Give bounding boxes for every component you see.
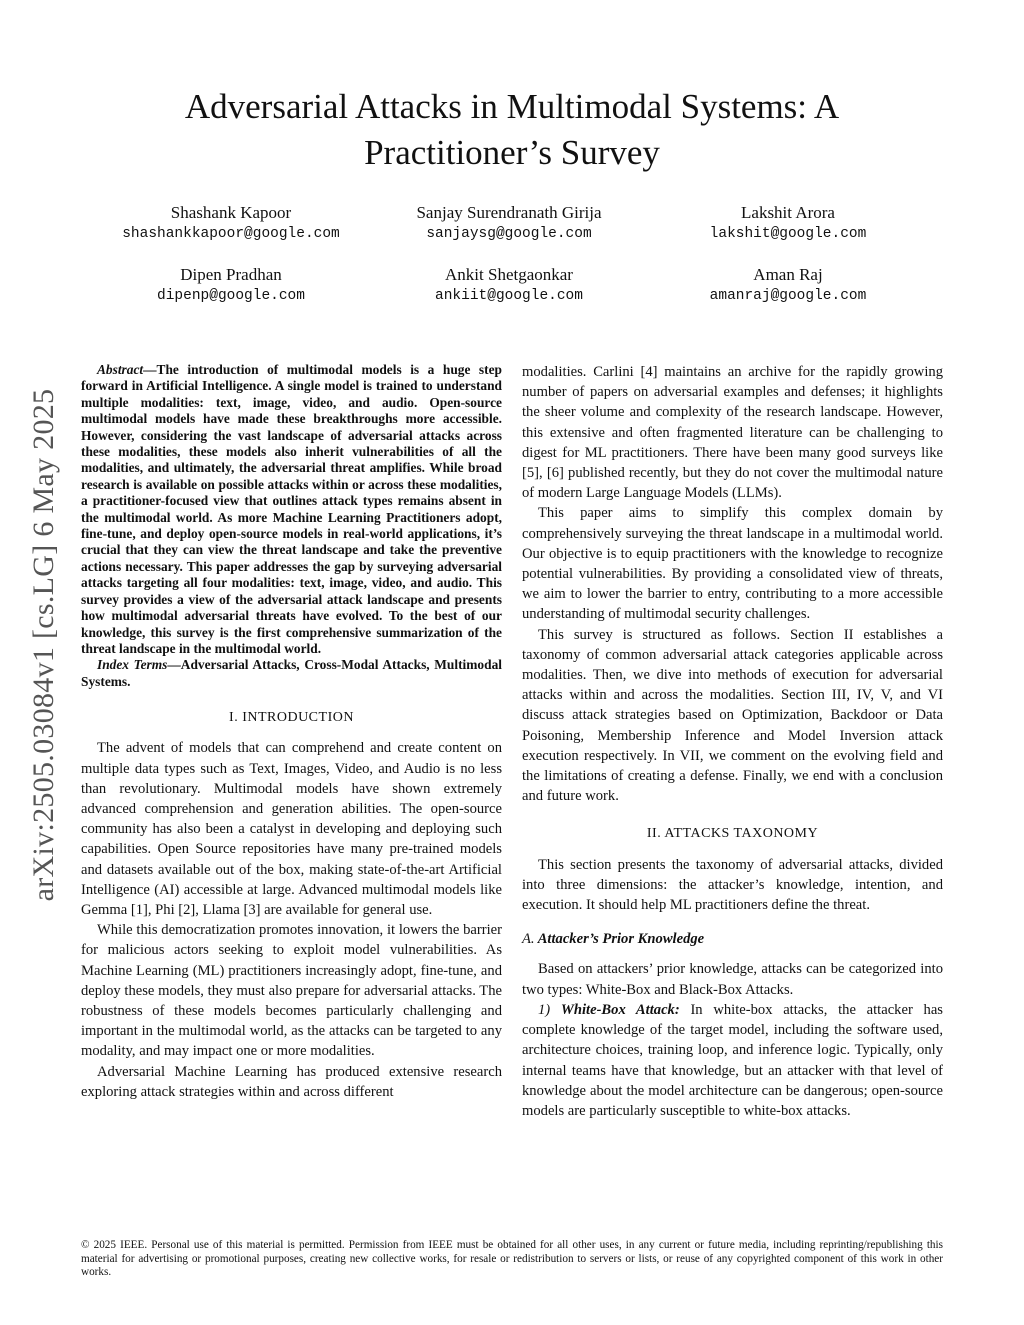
author-block — [638, 264, 938, 306]
index-terms — [81, 657, 502, 690]
abstract — [81, 362, 502, 657]
paragraph: This survey is structured as follows. Section II establishes a taxonomy of common adversarial attack categories applicable across modalities. Then, we dive into methods of execution for adversarial attacks within and across the modalities. Section III, IV, V, and VI discuss attack strategies based on Optimization, Backdoor or Data Poisoning, Membership Inference and Model Inversion attack execution respectively. In VII, we comment on the evolving field and the limitations of creating a defense. Finally, we end with a conclusion and future work. — [522, 626, 943, 805]
author-email: lakshit@google.com — [709, 226, 867, 242]
author-name: Aman Raj — [753, 265, 823, 284]
item-text: In white-box attacks, the attacker has complete knowledge of the target model, including the software used, architecture choices, training loop, and inference logic. Typically, only internal teams have that knowledge, but an attacker with that level of knowledge about the model architecture can be dangerous; open-source models are particularly susceptible to white-box attacks. — [522, 1001, 943, 1119]
right-column — [522, 362, 943, 1121]
author-block — [81, 202, 381, 244]
author-name: Sanjay Surendranath Girija — [416, 203, 602, 222]
item-number: 1) — [538, 1001, 551, 1018]
paragraph: Adversarial Machine Learning has produced extensive research exploring attack strategies within and across different — [81, 1063, 502, 1100]
index-terms-text: —Adversarial Attacks, Cross-Modal Attacks, Multimodal Systems. — [81, 657, 502, 689]
author-block — [81, 264, 381, 306]
subsection-heading — [522, 929, 943, 949]
paragraph: Based on attackers’ prior knowledge, attacks can be categorized into two types: White-Box and Black-Box Attacks. — [522, 961, 943, 998]
author-email: ankiit@google.com — [435, 288, 583, 304]
paragraph: While this democratization promotes innovation, it lowers the barrier for malicious actors seeking to exploit model vulnerabilities. As Machine Learning (ML) practitioners increasingly adopt, fine-tune, and deploy these models, they must also prepare for adversarial attacks. The robustness of these models becomes particularly challenging and important in the multimodal world, as the attacks can be targeted to any modality, and may impact one or more modalities. — [81, 922, 502, 1060]
author-name: Shashank Kapoor — [170, 203, 292, 222]
paper-title: Adversarial Attacks in Multimodal Systems: A Practitioner’s Survey — [184, 87, 840, 172]
author-block — [359, 202, 659, 244]
author-block — [638, 202, 938, 244]
arxiv-stamp-text: arXiv:2505.03084v1 [cs.LG] 6 May 2025 — [27, 388, 60, 902]
item-title: White-Box Attack: — [560, 1001, 680, 1018]
paragraph: This paper aims to simplify this complex domain by comprehensively surveying the threat landscape in a multimodal world. Our objective is to equip practitioners with the knowledge to recognize potential vulnerabilities. By providing a consolidated view of threats, we aim to lower the barrier to entry, contributing to a more accessible understanding of multimodal security challenges. — [522, 505, 943, 623]
subsection-number: A. — [522, 931, 535, 948]
section-heading: I. INTRODUCTION — [229, 710, 354, 726]
author-name: Lakshit Arora — [741, 203, 835, 222]
author-email: shashankkapoor@google.com — [122, 226, 340, 242]
paragraph: This section presents the taxonomy of adversarial attacks, divided into three dimensions: the attacker’s knowledge, intention, and execution. It should help ML practitioners define the threat. — [522, 856, 943, 914]
left-column — [81, 362, 502, 1102]
abstract-text: —The introduction of multimodal models is a huge step forward in Artificial Intelligence. A single model is trained to understand multiple modalities: text, image, video, and audio. Open-source multimodal models have made these breakthroughs more accessible. However, considering the vast landscape of adversarial attacks across these modalities, these models also inherit vulnerabilities of all the modalities, and ultimately, the adversarial threat amplifies. While broad research is available on possible attacks within or across these modalities, a practitioner-focused view that outlines attack types remains absent in the multimodal world. As more Machine Learning Practitioners adopt, fine-tune, and deploy open-source models in real-world applications, it’s crucial that they can view the threat landscape and take the preventive actions necessary. This paper addresses the gap by surveying adversarial attacks targeting all four modalities: text, image, video, and audio. This survey provides a view of the adversarial attack landscape and presents how multimodal adversarial threats have evolved. To the best of our knowledge, this survey is the first comprehensive summarization of the threat landscape in the multimodal world. — [81, 362, 502, 656]
author-email: dipenp@google.com — [157, 288, 305, 304]
author-email: sanjaysg@google.com — [426, 226, 592, 242]
paragraph: The advent of models that can comprehend and create content on multiple data types such as Text, Images, Video, and Audio is no less than revolutionary. Multimodal models have shown extremely advanced comprehension and generation abilities. The open-source community has also been a catalyst in developing and deploying such capabilities. Open Source repositories have many pre-trained models and datasets available out of the box, making state-of-the-art Artificial Intelligence (AI) accessible at large. Advanced multimodal models like Gemma [1], Phi [2], Llama [3] are available for general use. — [81, 740, 502, 918]
paragraph — [522, 1000, 943, 1121]
index-terms-label: Index Terms — [97, 657, 168, 673]
paragraph: modalities. Carlini [4] maintains an archive for the rapidly growing number of papers on adversarial examples and defenses; it highlights the sheer volume and complexity of the research landscape. However, this extensive and often fragmented literature can be challenging to digest for ML practitioners. There have been many good surveys like [5], [6] published recently, but they do not cover the multimodal nature of modern Large Language Models (LLMs). — [522, 364, 943, 502]
author-name: Dipen Pradhan — [180, 265, 282, 284]
abstract-label: Abstract — [97, 362, 144, 377]
author-name: Ankit Shetgaonkar — [445, 265, 573, 284]
copyright-footer: © 2025 IEEE. Personal use of this material is permitted. Permission from IEEE must be obtained for all other uses, in any current or future media, including reprinting/republishing this material for advertising or promotional purposes, creating new collective works, for resale or redistribution to servers or lists, or reuse of any copyrighted component of this work in other works. — [81, 1239, 943, 1279]
section-heading: II. ATTACKS TAXONOMY — [646, 826, 819, 842]
subsection-title: Attacker’s Prior Knowledge — [537, 931, 705, 948]
author-email: amanraj@google.com — [709, 288, 867, 304]
author-block — [359, 264, 659, 306]
